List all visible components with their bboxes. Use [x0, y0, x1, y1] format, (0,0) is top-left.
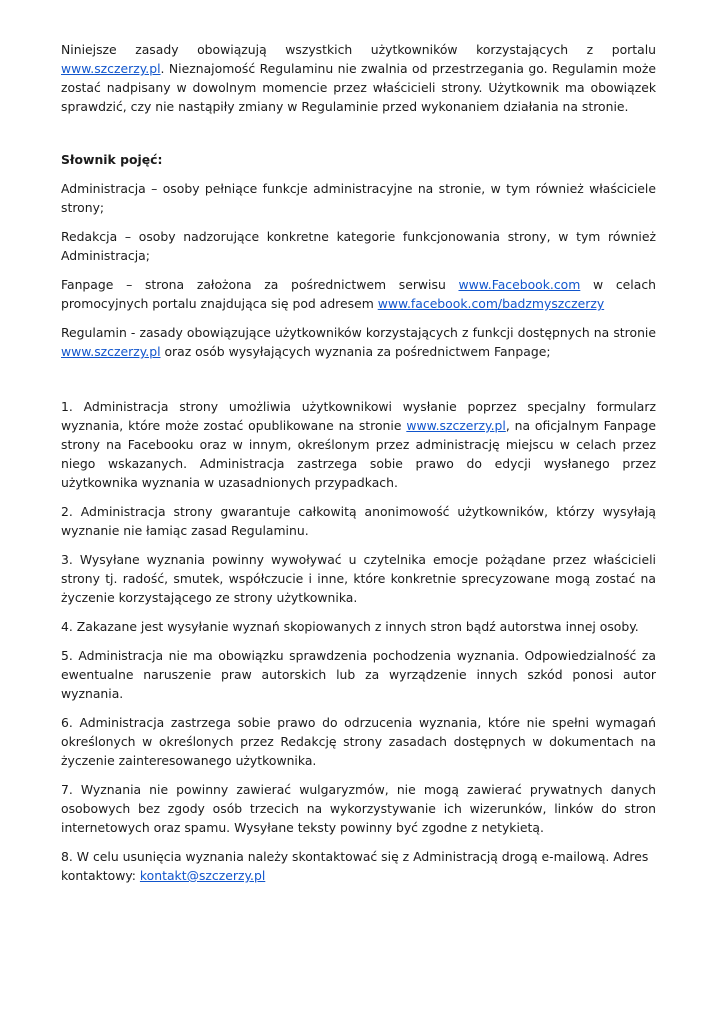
intro-text-1: Niniejsze zasady obowiązują wszystkich użytkowników korzystających z portalu — [61, 42, 656, 57]
rules-list — [61, 397, 656, 885]
fanpage-text-2: w celach promocyjnych portalu znajdująca się pod adresem — [61, 277, 656, 311]
rule-8 — [61, 847, 656, 885]
portal-link[interactable]: www.szczerzy.pl — [61, 61, 161, 76]
fanpage-text-1: Fanpage – strona założona za pośrednictwem serwisu — [61, 277, 459, 292]
fanpage-link[interactable]: www.facebook.com/badzmyszczerzy — [377, 296, 605, 311]
contact-email-link[interactable]: kontakt@szczerzy.pl — [139, 868, 266, 883]
regulamin-text-2: oraz osób wysyłających wyznania za pośrednictwem Fanpage; — [160, 344, 551, 359]
rule-4: 4. Zakazane jest wysyłanie wyznań skopiowanych z innych stron bądź autorstwa innej osoby. — [61, 619, 639, 634]
rule-1-portal-link[interactable]: www.szczerzy.pl — [406, 418, 506, 433]
glossary-heading: Słownik pojęć: — [61, 152, 163, 167]
glossary-redakcja: Redakcja – osoby nadzorujące konkretne kategorie funkcjonowania strony, w tym również Administracja; — [61, 229, 656, 263]
rule-7: 7. Wyznania nie powinny zawierać wulgaryzmów, nie mogą zawierać prywatnych danych osobowych bez zgody osób trzecich na wykorzystywanie ich wizerunków, linków do stron internetowych oraz spamu. Wysyłane teksty powinny być zgodne z netykietą. — [61, 782, 656, 835]
regulamin-portal-link[interactable]: www.szczerzy.pl — [61, 344, 161, 359]
rule-1-text-1: 1. Administracja strony umożliwia użytkownikowi wysłanie poprzez specjalny formularz wyznania, które może zostać opublikowane na stronie — [61, 399, 656, 433]
regulamin-text-1: Regulamin - zasady obowiązujące użytkowników korzystających z funkcji dostępnych na stronie — [61, 325, 656, 340]
facebook-link[interactable]: www.Facebook.com — [458, 277, 581, 292]
intro-paragraph — [61, 40, 656, 116]
rule-3: 3. Wysyłane wyznania powinny wywoływać u czytelnika emocje pożądane przez właścicieli strony tj. radość, smutek, współczucie i inne, które konkretnie sprecyzowane mogą zostać na życzenie korzystającego ze strony użytkownika. — [61, 552, 656, 605]
rule-1-text-2: , na oficjalnym Fanpage strony na Facebooku oraz w innym, określonym przez administrację miejscu w celach przez niego wskazanych. Administracja zastrzega sobie prawo do edycji wysłanego przez użytkownika wyznania w uzasadnionych przypadkach. — [61, 418, 656, 490]
rule-2: 2. Administracja strony gwarantuje całkowitą anonimowość użytkowników, którzy wysyłają wyznanie nie łamiąc zasad Regulaminu. — [61, 504, 656, 538]
glossary-administracja: Administracja – osoby pełniące funkcje administracyjne na stronie, w tym również właściciele strony; — [61, 181, 656, 215]
rule-6: 6. Administracja zastrzega sobie prawo do odrzucenia wyznania, które nie spełni wymagań określonych w określonych przez Redakcję strony zasadach dostępnych w dokumentach na życzenie zainteresowanego użytkownika. — [61, 715, 656, 768]
glossary-regulamin — [61, 323, 656, 361]
rule-1 — [61, 397, 656, 492]
rule-5: 5. Administracja nie ma obowiązku sprawdzenia pochodzenia wyznania. Odpowiedzialność za ewentualne naruszenie praw autorskich lub za wyrządzenie innych szkód ponosi autor wyznania. — [61, 648, 656, 701]
intro-text-2: . Nieznajomość Regulaminu nie zwalnia od przestrzegania go. Regulamin może zostać nadpisany w dowolnym momencie przez właścicieli strony. Użytkownik ma obowiązek sprawdzić, czy nie nastąpiły zmiany w Regulaminie przed wykonaniem działania na stronie. — [61, 61, 656, 114]
rule-8-text: 8. W celu usunięcia wyznania należy skontaktować się z Administracją drogą e-mailową. Adres kontaktowy: — [61, 849, 649, 883]
document-page — [61, 40, 656, 895]
glossary-fanpage — [61, 275, 656, 313]
